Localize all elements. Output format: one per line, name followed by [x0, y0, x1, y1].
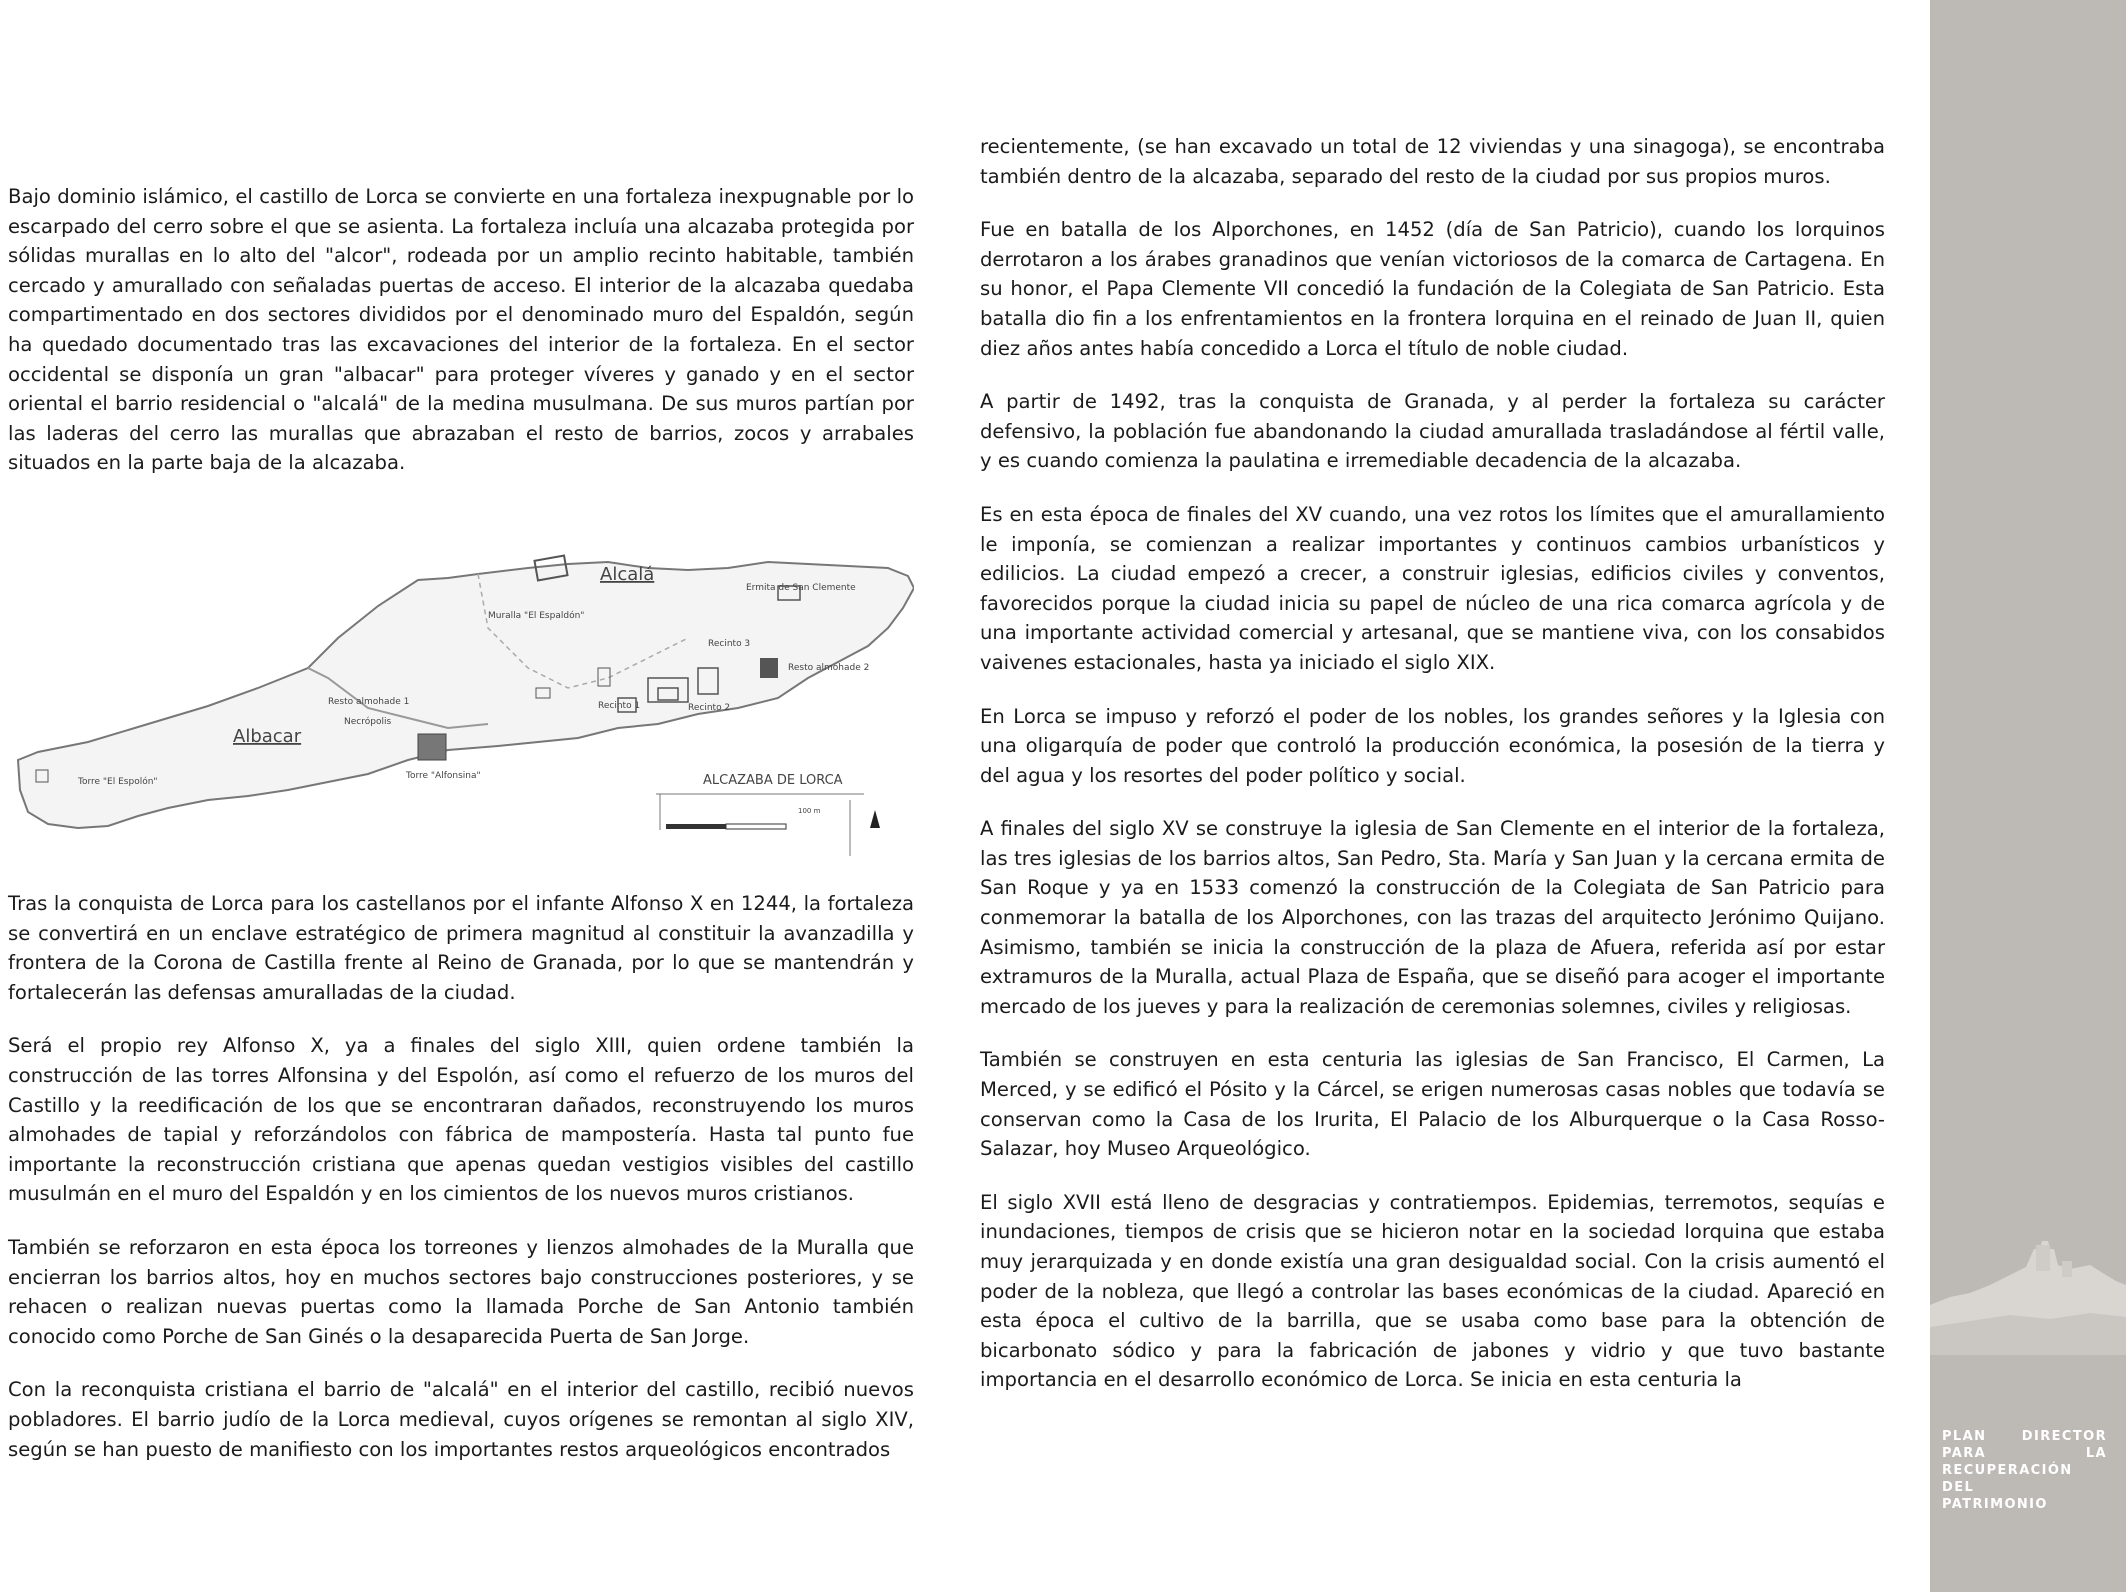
paragraph: recientemente, (se han excavado un total de 12 viviendas y una sinagoga), se encontraba también dentro de la alcazaba, separado del resto de la ciudad por sus propios muros. — [980, 135, 1885, 188]
left-column-bottom — [8, 889, 914, 1488]
fortress-outline — [18, 562, 914, 828]
paragraph: Tras la conquista de Lorca para los castellanos por el infante Alfonso X en 1244, la fortaleza se convertirá en un enclave estratégico de primera magnitud al constituir la avanzadilla y frontera de la Corona de Castilla frente al Reino de Granada, por lo que se mantendrán y fortalecerán las defensas amuralladas de la ciudad. — [8, 892, 914, 1004]
label-torre-alfonsina: Torre "Alfonsina" — [406, 771, 481, 781]
paragraph: Bajo dominio islámico, el castillo de Lorca se convierte en una fortaleza inexpugnable por lo escarpado del cerro sobre el que se asienta. La fortaleza incluía una alcazaba protegida por sólidas murallas en lo alto del "alcor", rodeada por un amplio recinto habitable, también cercado y amurallado con señaladas puertas de acceso. El interior de la alcazaba quedaba compartimentado en dos sectores divididos por el denominado muro del Espaldón, según ha quedado documentado tras las excavaciones del interior de la fortaleza. En el sector occidental se disponía un gran "albacar" para proteger víveres y ganado y en el sector oriental el barrio residencial o "alcalá" de la medina musulmana. De sus muros partían por las laderas del cerro las murallas que abrazaban el resto de barrios, zocos y arrabales situados en la parte baja de la alcazaba. — [8, 185, 914, 475]
sidebar-line: PLAN DIRECTOR — [1942, 1429, 2107, 1444]
structure — [760, 658, 778, 678]
paragraph: El siglo XVII está lleno de desgracias y contratiempos. Epidemias, terremotos, sequías e inundaciones, tiempos de crisis que se hicieron notar en la sociedad lorquina que estaba muy jerarquizada y en donde existía una gran desigualdad social. Con la crisis aumentó el poder de la nobleza, que llegó a controlar las bases económicas de la ciudad. Apareció en esta época el cultivo de la barrilla, que se usaba como base para la obtención de bicarbonato sódico y para la fabricación de jabones y vidrio y que tuvo bastante importancia en el desarrollo económico de Lorca. Se inicia en esta centuria la — [980, 1190, 1885, 1392]
paragraph: En Lorca se impuso y reforzó el poder de los nobles, los grandes señores y la Iglesia con una oligarquía de poder que controló la producción económica, la posesión de la tierra y del agua y los resortes del poder político y social. — [980, 704, 1885, 787]
sidebar-line: RECUPERACIÓN DEL — [1942, 1463, 2073, 1495]
sidebar-line: PATRIMONIO — [1942, 1497, 2048, 1512]
label-recinto2: Recinto 2 — [688, 703, 731, 713]
sidebar-line: PARA LA — [1942, 1446, 2107, 1461]
paragraph: A finales del siglo XV se construye la iglesia de San Clemente en el interior de la fortaleza, las tres iglesias de los barrios altos, San Pedro, Sta. María y San Juan y la cercana ermita de San Roque y ya en 1533 comenzó la construcción de la Colegiata de San Patricio para conmemorar la batalla de los Alporchones, con las trazas del arquitecto Jerónimo Quijano. Asimismo, también se inicia la construcción de la plaza de Afuera, referida así por estar extramuros de la Muralla, actual Plaza de España, que se diseñó para acoger el importante mercado de los jueves y para la realización de ceremonias solemnes, civiles y religiosas. — [980, 817, 1885, 1018]
alcazaba-map — [8, 528, 914, 858]
label-torre-espolon: Torre "El Espolón" — [78, 777, 158, 787]
structure — [418, 734, 446, 760]
label-necropolis: Necrópolis — [344, 717, 392, 727]
label-albacar: Albacar — [233, 726, 302, 747]
sidebar — [1930, 0, 2126, 1592]
north-arrow-icon — [870, 810, 880, 828]
right-column — [980, 132, 1885, 1419]
label-alcala: Alcalá — [600, 564, 655, 585]
paragraph: También se construyen en esta centuria las iglesias de San Francisco, El Carmen, La Merced, y se edificó el Pósito y la Cárcel, se erigen numerosas casas nobles que todavía se conservan como la Casa de los Irurita, El Palacio de los Alburquerque o la Casa Rosso-Salazar, hoy Museo Arqueológico. — [980, 1048, 1885, 1161]
label-map-title: ALCAZABA DE LORCA — [703, 773, 843, 788]
label-almohade2: Resto almohade 2 — [788, 663, 870, 673]
left-column-top — [8, 182, 914, 502]
paragraph: También se reforzaron en esta época los torreones y lienzos almohades de la Muralla que encierran los barrios altos, hoy en muchos sectores bajo construcciones posteriores, y se rehacen o realizan nuevas puertas como la llamada Porche de San Antonio también conocido como Porche de San Ginés o la desaparecida Puerta de San Jorge. — [8, 1235, 914, 1348]
castle-logo-icon — [1930, 1235, 2126, 1355]
label-scale: 100 m — [798, 807, 821, 815]
paragraph: A partir de 1492, tras la conquista de Granada, y al perder la fortaleza su carácter defensivo, la población fue abandonando la ciudad amurallada trasladándose al fértil valle, y es cuando comienza la paulatina e irremediable decadencia de la alcazaba. — [980, 390, 1885, 473]
paragraph: Con la reconquista cristiana el barrio de "alcalá" en el interior del castillo, recibió nuevos pobladores. El barrio judío de la Lorca medieval, cuyos orígenes se remontan al siglo XIV, según se han puesto de manifiesto con los importantes restos arqueológicos encontrados — [8, 1378, 914, 1461]
scale-bar — [666, 824, 726, 829]
label-recinto1: Recinto 1 — [598, 701, 641, 711]
label-recinto3: Recinto 3 — [708, 639, 751, 649]
label-espaldon: Muralla "El Espaldón" — [488, 611, 585, 621]
paragraph: Es en esta época de finales del XV cuando, una vez rotos los límites que el amurallamiento le imponía, se comienzan a realizar importantes y continuos cambios urbanísticos y edilicios. La ciudad empezó a crecer, a construir iglesias, edificios civiles y conventos, favorecidos porque la ciudad inicia su papel de núcleo de una rica comarca agrícola y de una importante actividad comercial y artesanal, que se mantiene viva, con los consabidos vaivenes estacionales, hasta ya iniciado el siglo XIX. — [980, 502, 1885, 674]
sidebar-title — [1942, 1428, 2107, 1513]
label-almohade1: Resto almohade 1 — [328, 697, 410, 707]
paragraph: Fue en batalla de los Alporchones, en 1452 (día de San Patricio), cuando los lorquinos derrotaron a los árabes granadinos que venían victoriosos de la comarca de Cartagena. En su honor, el Papa Clemente VII concedió la fundación de la Colegiata de San Patricio. Esta batalla dio fin a los enfrentamientos en la frontera lorquina en el reinado de Juan II, quien diez años antes había concedido a Lorca el título de noble ciudad. — [980, 218, 1885, 360]
label-ermita: Ermita de San Clemente — [746, 583, 856, 593]
paragraph: Será el propio rey Alfonso X, ya a finales del siglo XIII, quien ordene también la construcción de las torres Alfonsina y del Espolón, así como el refuerzo de los muros del Castillo y la reedificación de los que se encontraran dañados, reconstruyendo los muros almohades de tapial y reforzándolos con fábrica de mampostería. Hasta tal punto fue importante la reconstrucción cristiana que apenas quedan vestigios visibles del castillo musulmán en el muro del Espaldón y en los cimientos de los nuevos muros cristianos. — [8, 1034, 914, 1206]
